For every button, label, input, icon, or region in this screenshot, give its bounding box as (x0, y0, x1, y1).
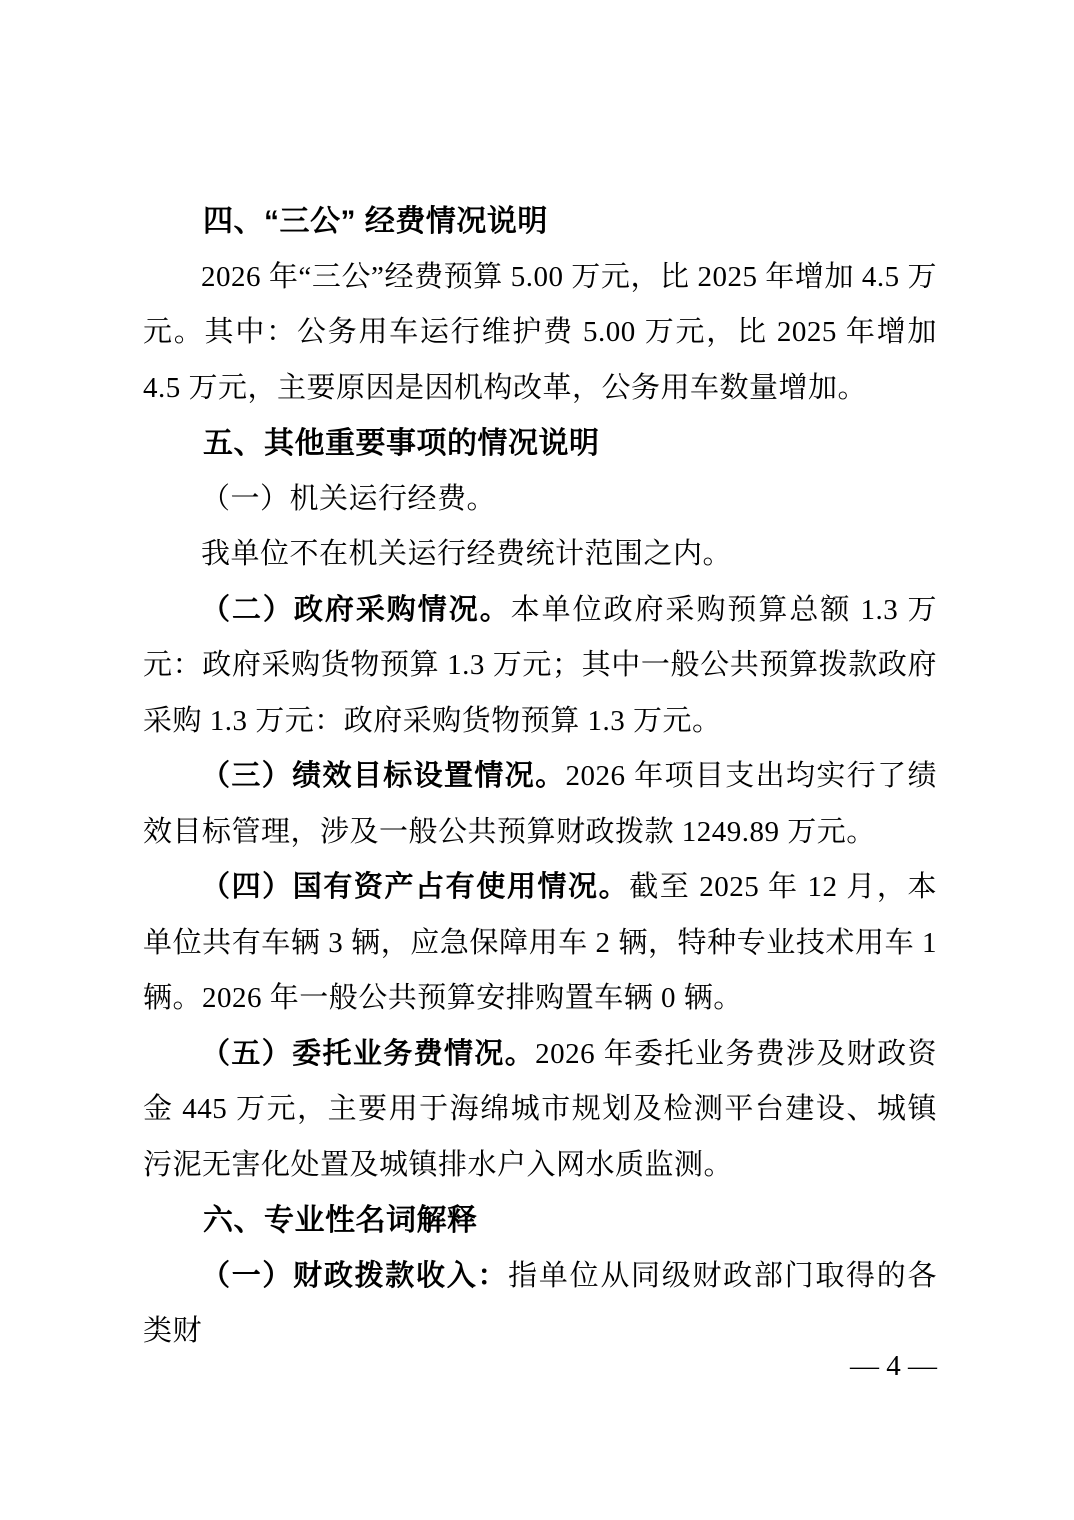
page-number: — 4 — (850, 1350, 937, 1382)
paragraph-performance-targets (143, 749, 937, 860)
paragraph-text: 本单位政府采购预算总额 1.3 万元：政府采购货物预算 1.3 万元；其中一般公共预算拨款政府采购 1.3 万元：政府采购货物预算 1.3 万元。 (143, 593, 937, 737)
paragraph-lead: （二）政府采购情况。 (201, 593, 511, 626)
document-body (143, 194, 937, 1360)
paragraph-entrusted-business-fees (143, 1027, 937, 1194)
paragraph-state-owned-assets (143, 860, 937, 1027)
paragraph-text: 我单位不在机关运行经费统计范围之内。 (201, 538, 733, 570)
section-heading-three-public-funds: 四、“三公” 经费情况说明 (203, 205, 548, 238)
paragraph-text: 2026 年委托业务费涉及财政资金 445 万元，主要用于海绵城市规划及检测平台建设、城镇污泥无害化处置及城镇排水户入网水质监测。 (143, 1037, 937, 1181)
paragraph-text: 2026 年“三公”经费预算 5.00 万元，比 2025 年增加 4.5 万元。其中：公务用车运行维护费 5.00 万元，比 2025 年增加 4.5 万元，主要原因是因机构改革，公务用车数量增加。 (143, 260, 937, 404)
paragraph-government-procurement (143, 583, 937, 750)
paragraph-fiscal-appropriation-income (143, 1249, 937, 1360)
paragraph-text: 指单位从同级财政部门取得的各类财 (143, 1259, 937, 1347)
section-heading-terminology: 六、专业性名词解释 (203, 1204, 478, 1237)
paragraph-three-public-funds (143, 250, 937, 417)
paragraph-agency-operating-funds-title (143, 472, 937, 528)
page-footer (850, 1346, 937, 1386)
paragraph-agency-operating-funds-note (143, 527, 937, 583)
paragraph-lead: （三）绩效目标设置情况。 (201, 760, 566, 792)
paragraph-lead: （四）国有资产占有使用情况。 (201, 871, 630, 903)
paragraph-text: （一）机关运行经费。 (201, 482, 497, 515)
paragraph-lead: （五）委托业务费情况。 (201, 1037, 536, 1070)
paragraph-lead: （一）财政拨款收入： (201, 1259, 509, 1292)
paragraph-text: 截至 2025 年 12 月，本单位共有车辆 3 辆，应急保障用车 2 辆，特种专业技术用车 1 辆。2026 年一般公共预算安排购置车辆 0 辆。 (143, 871, 937, 1014)
section-heading-other-important-matters: 五、其他重要事项的情况说明 (203, 427, 600, 460)
paragraph-text: 2026 年项目支出均实行了绩效目标管理，涉及一般公共预算财政拨款 1249.89 万元。 (143, 760, 937, 848)
